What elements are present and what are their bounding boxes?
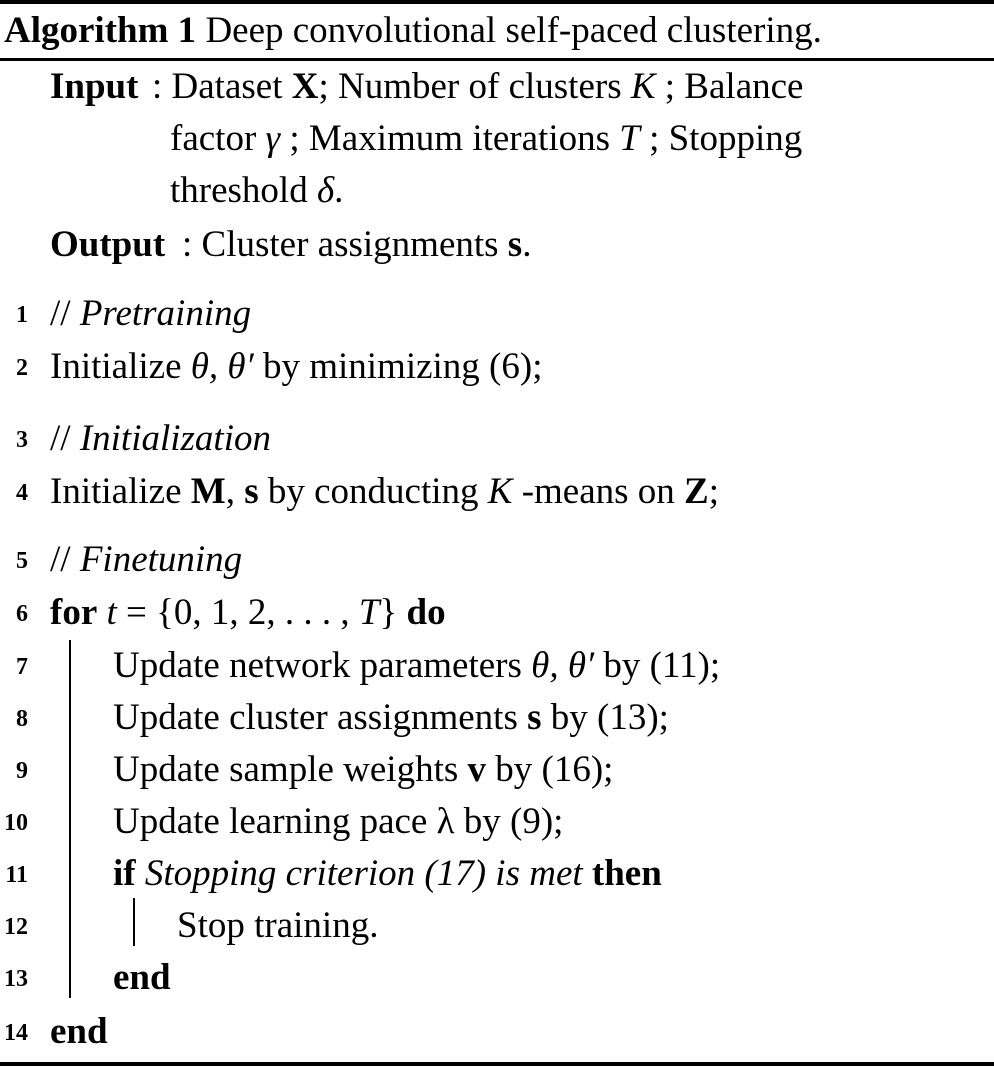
input-text: ; Maximum iterations: [280, 118, 620, 159]
clusters-symbol: K: [630, 66, 656, 107]
output-text: : Cluster assignments: [182, 224, 508, 265]
line-text: -means on: [512, 471, 685, 512]
keyword-do: do: [406, 592, 446, 633]
line-text: }: [379, 592, 407, 633]
algo-line-5: [50, 541, 242, 578]
weights-symbol: v: [467, 749, 486, 790]
algo-line-10: [113, 803, 563, 840]
line-text: Update learning pace λ by (9);: [113, 801, 564, 842]
input-text: : Dataset: [152, 66, 292, 107]
algo-line-13: [113, 959, 171, 996]
line-number: 10: [4, 810, 28, 836]
line-text: ;: [708, 471, 720, 512]
algorithm-title: Deep convolutional self-paced clustering.: [205, 10, 822, 51]
theta-symbols: θ, θ′: [531, 645, 595, 686]
comment-text: Finetuning: [79, 539, 243, 580]
algo-line-14: [50, 1013, 108, 1050]
line-text: Update sample weights: [113, 749, 468, 790]
output-text: .: [522, 224, 532, 265]
input-line-2: [170, 120, 802, 157]
algo-line-12: [177, 907, 378, 944]
line-text: Stop training.: [177, 905, 379, 946]
comment-text: Initialization: [79, 418, 271, 459]
line-number: 9: [16, 758, 28, 784]
keyword-for: for: [50, 592, 98, 633]
line-text: ,: [225, 471, 245, 512]
line-number: 6: [16, 601, 28, 627]
input-text: ; Stopping: [639, 118, 803, 159]
line-text: Update cluster assignments: [113, 697, 528, 738]
theta-symbols: θ, θ′: [190, 346, 254, 387]
output-line: [182, 226, 531, 263]
algorithm-caption: [4, 12, 822, 49]
dataset-symbol: X: [291, 66, 319, 107]
for-block-bar: [69, 640, 71, 998]
keyword-then: then: [591, 853, 662, 894]
line-text: by (13);: [541, 697, 669, 738]
algo-line-8: [113, 699, 669, 736]
line-text: by (11);: [594, 645, 721, 686]
line-number: 14: [4, 1020, 28, 1046]
input-line-1: [152, 68, 803, 105]
line-text: Initialize: [50, 346, 191, 387]
iteration-symbol: t: [106, 592, 117, 633]
iterations-symbol: T: [358, 592, 380, 633]
line-text: by conducting: [258, 471, 488, 512]
output-label: Output: [50, 224, 166, 265]
input-text: ; Number of clusters: [318, 66, 631, 107]
input-text: .: [334, 170, 344, 211]
input-text: ; Balance: [655, 66, 804, 107]
comment-marker: //: [50, 418, 80, 459]
comment-text: Pretraining: [79, 293, 252, 334]
input-line-3: [170, 172, 343, 209]
algo-line-3: [50, 420, 271, 457]
line-number: 8: [16, 706, 28, 732]
input-text: threshold: [170, 170, 317, 211]
bottom-rule: [0, 1062, 994, 1066]
delta-symbol: δ: [316, 170, 335, 211]
keyword-if: if: [113, 853, 136, 894]
line-text: Initialize: [50, 471, 191, 512]
algo-line-11: [113, 855, 662, 892]
centroids-symbol: M: [190, 471, 226, 512]
input-label: Input: [50, 66, 139, 107]
line-number: 7: [16, 654, 28, 680]
line-number: 5: [16, 548, 28, 574]
line-number: 2: [16, 355, 28, 381]
gamma-symbol: γ: [265, 118, 281, 159]
line-text: = {0, 1, 2, . . . ,: [116, 592, 359, 633]
algo-line-7: [113, 647, 720, 684]
algo-line-2: [50, 348, 542, 385]
line-number: 1: [16, 302, 28, 328]
caption-rule: [0, 58, 994, 61]
line-text: by (16);: [486, 749, 614, 790]
keyword-end: end: [113, 957, 171, 998]
keyword-end: end: [50, 1011, 108, 1052]
if-block-bar: [133, 898, 135, 946]
line-text: by minimizing (6);: [253, 346, 543, 387]
line-number: 11: [5, 862, 28, 888]
assignments-symbol: s: [244, 471, 259, 512]
comment-marker: //: [50, 539, 80, 580]
assignments-symbol: s: [507, 224, 523, 265]
top-rule: [0, 0, 994, 4]
line-text: Update network parameters: [113, 645, 532, 686]
condition-text: Stopping criterion (17) is met: [135, 853, 592, 894]
assignments-symbol: s: [527, 697, 542, 738]
iterations-symbol: T: [619, 118, 640, 159]
input-text: factor: [170, 118, 266, 159]
line-number: 4: [16, 480, 28, 506]
clusters-symbol: K: [487, 471, 513, 512]
algo-line-9: [113, 751, 613, 788]
algo-line-6: [50, 594, 446, 631]
comment-marker: //: [50, 293, 80, 334]
line-number: 3: [16, 427, 28, 453]
line-number: 12: [4, 914, 28, 940]
algo-line-1: [50, 295, 251, 332]
algo-line-4: [50, 473, 719, 510]
algorithm-label: Algorithm 1: [4, 10, 197, 51]
embedding-symbol: Z: [684, 471, 709, 512]
line-number: 13: [4, 966, 28, 992]
